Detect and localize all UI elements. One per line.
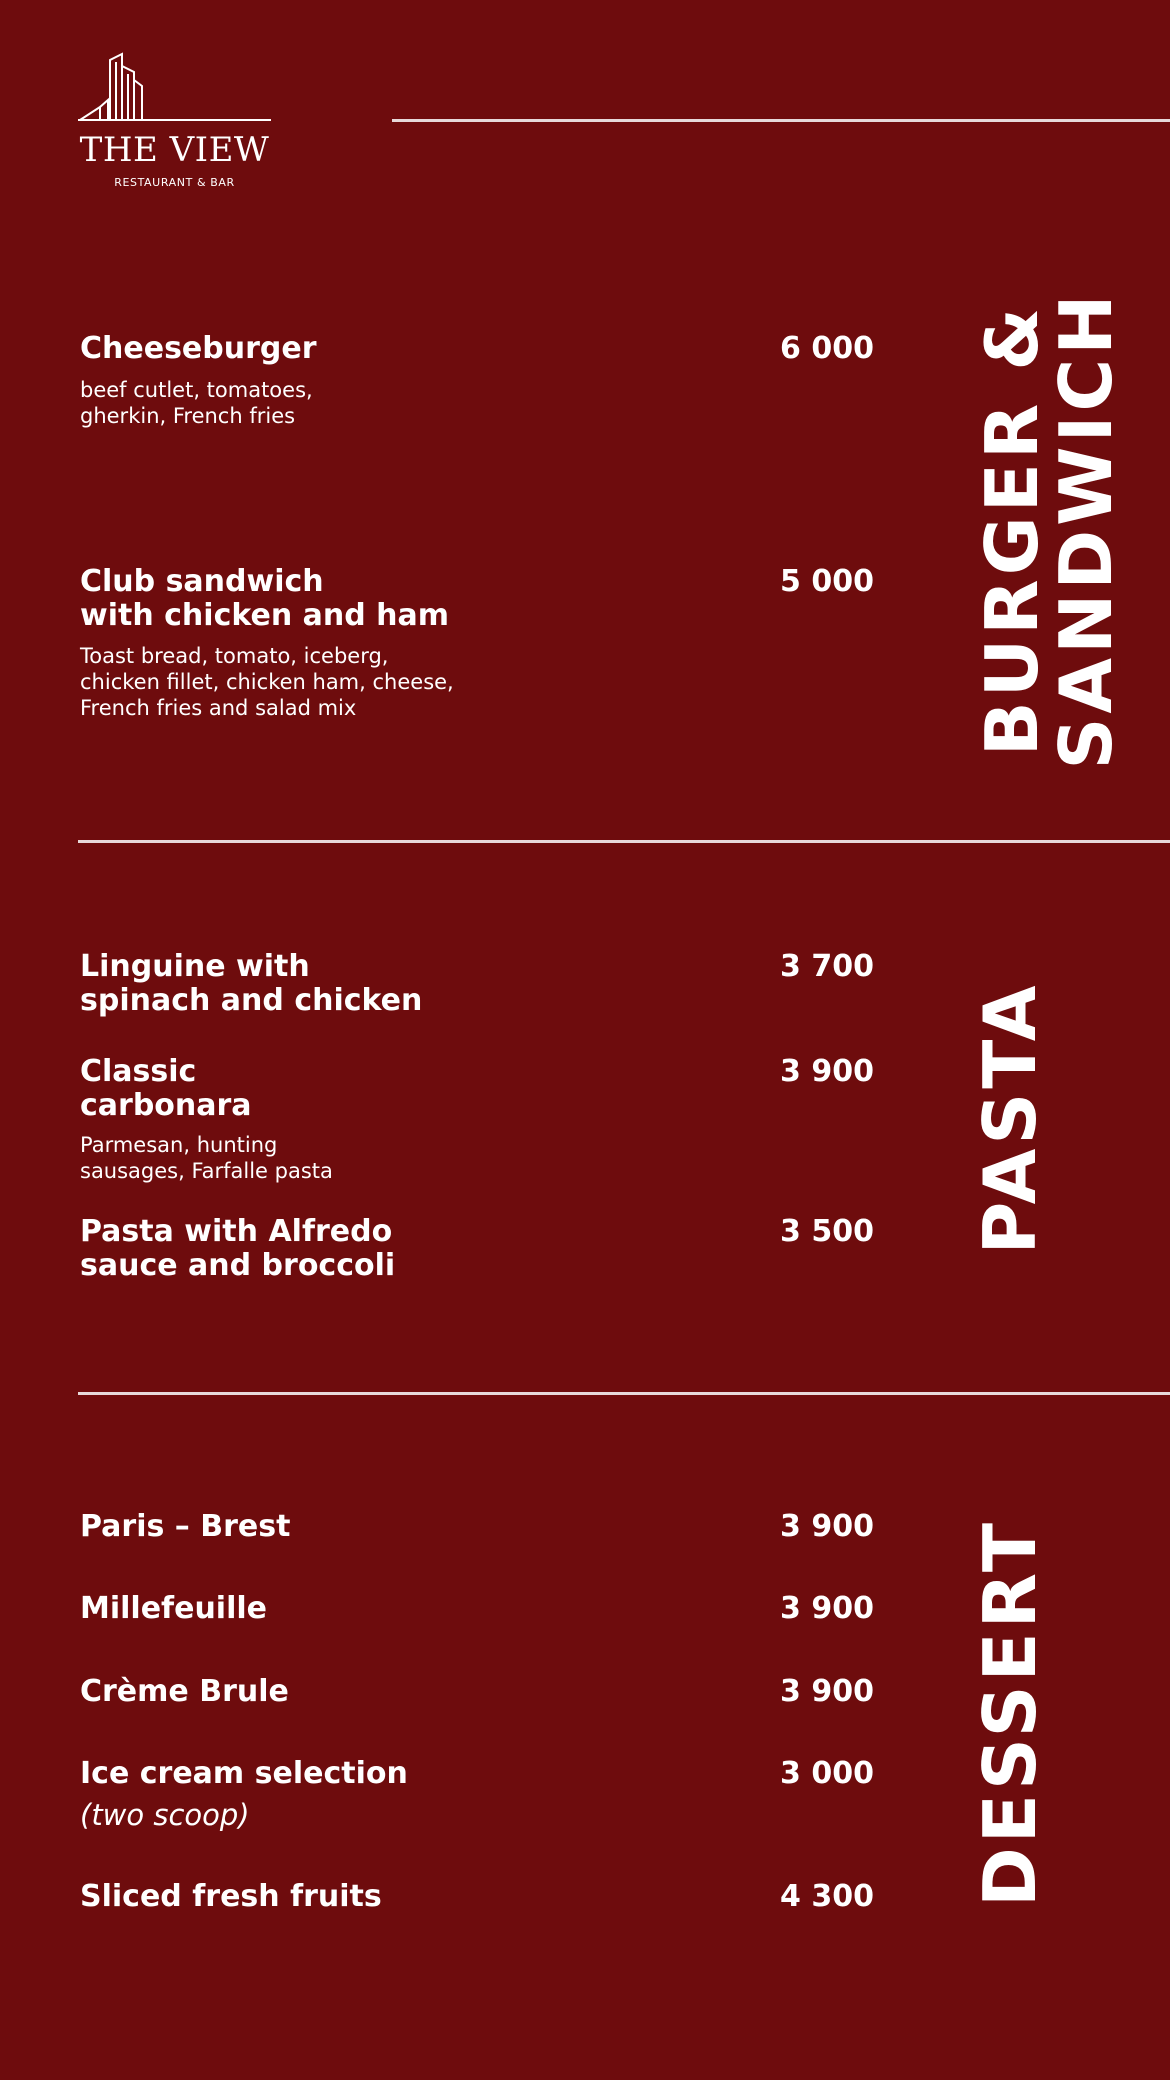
header-divider (392, 119, 1170, 122)
item-name: Pasta with Alfredo (80, 1214, 393, 1249)
section-title-line: SANDWICH (1044, 290, 1128, 770)
item-description: beef cutlet, tomatoes, (80, 378, 313, 402)
item-name: Classic (80, 1054, 197, 1089)
item-name: Crème Brule (80, 1674, 289, 1709)
item-description: chicken fillet, chicken ham, cheese, (80, 670, 454, 694)
item-name: Paris – Brest (80, 1509, 291, 1544)
item-name: Sliced fresh fruits (80, 1879, 382, 1914)
item-name: sauce and broccoli (80, 1248, 396, 1283)
item-price: 3 900 (780, 1054, 874, 1089)
item-price: 4 300 (780, 1879, 874, 1914)
item-note: (two scoop) (80, 1798, 250, 1832)
item-description: French fries and salad mix (80, 696, 357, 720)
item-price: 3 500 (780, 1214, 874, 1249)
item-price: 3 000 (780, 1756, 874, 1791)
section-divider (78, 1392, 1170, 1395)
item-name: Cheeseburger (80, 331, 317, 366)
item-price: 3 900 (780, 1509, 874, 1544)
item-description: sausages, Farfalle pasta (80, 1159, 333, 1183)
item-description: Toast bread, tomato, iceberg, (80, 644, 389, 668)
section-title-pasta: PASTA (968, 981, 1052, 1255)
section-divider (78, 840, 1170, 843)
section-title-line: BURGER & (970, 303, 1054, 757)
item-price: 3 700 (780, 949, 874, 984)
item-price: 3 900 (780, 1591, 874, 1626)
brand-name: THE VIEW (79, 130, 270, 170)
item-name: carbonara (80, 1088, 252, 1123)
item-description: Parmesan, hunting (80, 1133, 278, 1157)
brand-logo (78, 52, 278, 192)
item-name: Ice cream selection (80, 1756, 408, 1791)
item-name: with chicken and ham (80, 598, 450, 633)
item-price: 3 900 (780, 1674, 874, 1709)
item-name: Millefeuille (80, 1591, 268, 1626)
section-title-dessert: DESSERT (968, 1519, 1052, 1907)
item-name: spinach and chicken (80, 983, 423, 1018)
item-price: 5 000 (780, 564, 874, 599)
item-name: Linguine with (80, 949, 310, 984)
brand-subtitle: RESTAURANT & BAR (114, 176, 235, 189)
item-name: Club sandwich (80, 564, 324, 599)
item-price: 6 000 (780, 331, 874, 366)
section-title-burger-sandwich (970, 280, 1128, 780)
building-outline-icon (78, 52, 278, 127)
item-description: gherkin, French fries (80, 404, 296, 428)
